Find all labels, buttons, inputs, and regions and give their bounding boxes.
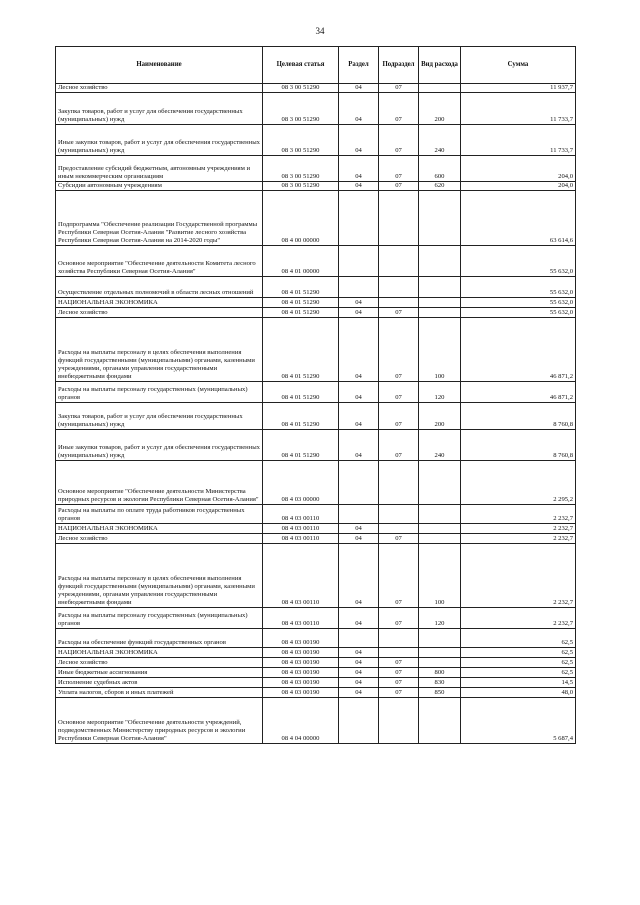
row-expense-type-cell <box>419 698 461 744</box>
table-row <box>56 84 576 93</box>
header-expense-type: Вид расхода <box>419 47 461 84</box>
table-row <box>56 403 576 430</box>
row-target-cell: 08 3 00 51290 <box>263 182 339 191</box>
header-name: Наименование <box>56 47 263 84</box>
row-section-cell: 04 <box>339 608 379 629</box>
row-name-cell: Расходы на выплаты персоналу государственных (муниципальных) органов <box>56 608 263 629</box>
row-sum-cell: 46 871,2 <box>461 318 576 382</box>
row-section-cell: 04 <box>339 298 379 308</box>
row-name-cell: Лесное хозяйство <box>56 308 263 318</box>
row-subsection-cell <box>379 629 419 648</box>
row-name-cell: Расходы на выплаты персоналу государственных (муниципальных) органов <box>56 382 263 403</box>
row-subsection-cell: 07 <box>379 156 419 182</box>
table-row <box>56 648 576 658</box>
row-subsection-cell: 07 <box>379 318 419 382</box>
row-name-cell: Основное мероприятие "Обеспечение деятельности учреждений, подведомственных Министерству природных ресурсов и экологии Республики Северная Осетия-Алания" <box>56 698 263 744</box>
row-name-cell: Расходы на выплаты по оплате труда работников государственных органов <box>56 505 263 524</box>
row-target-cell: 08 4 01 51290 <box>263 277 339 298</box>
row-subsection-cell: 07 <box>379 125 419 156</box>
table-row <box>56 534 576 544</box>
row-target-cell: 08 4 01 51290 <box>263 430 339 461</box>
row-subsection-cell: 07 <box>379 658 419 668</box>
table-row <box>56 156 576 182</box>
table-row <box>56 308 576 318</box>
row-subsection-cell <box>379 461 419 505</box>
row-section-cell: 04 <box>339 534 379 544</box>
row-target-cell: 08 4 03 00190 <box>263 658 339 668</box>
row-section-cell: 04 <box>339 93 379 125</box>
row-subsection-cell: 07 <box>379 84 419 93</box>
row-target-cell: 08 4 00 00000 <box>263 191 339 246</box>
row-sum-cell: 62,5 <box>461 658 576 668</box>
row-section-cell: 04 <box>339 403 379 430</box>
row-section-cell: 04 <box>339 308 379 318</box>
row-subsection-cell: 07 <box>379 308 419 318</box>
row-expense-type-cell <box>419 534 461 544</box>
header-subsection: Подраздел <box>379 47 419 84</box>
row-section-cell <box>339 246 379 277</box>
row-sum-cell: 48,0 <box>461 688 576 698</box>
row-sum-cell: 2 232,7 <box>461 608 576 629</box>
table-row <box>56 678 576 688</box>
row-expense-type-cell: 800 <box>419 668 461 678</box>
row-subsection-cell: 07 <box>379 534 419 544</box>
row-name-cell: Осуществление отдельных полномочий в области лесных отношений <box>56 277 263 298</box>
row-section-cell: 04 <box>339 430 379 461</box>
row-target-cell: 08 3 00 51290 <box>263 156 339 182</box>
row-expense-type-cell: 600 <box>419 156 461 182</box>
table-row <box>56 191 576 246</box>
row-section-cell <box>339 698 379 744</box>
row-expense-type-cell: 100 <box>419 318 461 382</box>
row-expense-type-cell <box>419 246 461 277</box>
row-subsection-cell: 07 <box>379 608 419 629</box>
row-expense-type-cell: 240 <box>419 430 461 461</box>
row-subsection-cell: 07 <box>379 382 419 403</box>
row-subsection-cell: 07 <box>379 430 419 461</box>
table-row <box>56 246 576 277</box>
row-target-cell: 08 4 03 00190 <box>263 678 339 688</box>
row-sum-cell: 55 632,0 <box>461 277 576 298</box>
row-section-cell: 04 <box>339 156 379 182</box>
row-sum-cell: 8 760,8 <box>461 430 576 461</box>
row-name-cell: НАЦИОНАЛЬНАЯ ЭКОНОМИКА <box>56 298 263 308</box>
row-name-cell: НАЦИОНАЛЬНАЯ ЭКОНОМИКА <box>56 648 263 658</box>
row-expense-type-cell <box>419 658 461 668</box>
row-name-cell: Лесное хозяйство <box>56 84 263 93</box>
row-sum-cell: 11 733,7 <box>461 93 576 125</box>
row-subsection-cell: 07 <box>379 93 419 125</box>
row-sum-cell: 2 232,7 <box>461 534 576 544</box>
table-row <box>56 629 576 648</box>
row-sum-cell: 2 232,7 <box>461 544 576 608</box>
table-row <box>56 505 576 524</box>
row-section-cell: 04 <box>339 318 379 382</box>
row-subsection-cell <box>379 246 419 277</box>
row-target-cell: 08 3 00 51290 <box>263 125 339 156</box>
row-sum-cell: 55 632,0 <box>461 308 576 318</box>
row-target-cell: 08 4 01 51290 <box>263 403 339 430</box>
row-subsection-cell <box>379 648 419 658</box>
row-subsection-cell: 07 <box>379 182 419 191</box>
row-target-cell: 08 3 00 51290 <box>263 84 339 93</box>
row-subsection-cell <box>379 191 419 246</box>
row-name-cell: Предоставление субсидий бюджетным, автономным учреждениям и иным некоммерческим организациям <box>56 156 263 182</box>
row-expense-type-cell: 120 <box>419 608 461 629</box>
row-target-cell: 08 4 03 00110 <box>263 505 339 524</box>
row-target-cell: 08 4 01 00000 <box>263 246 339 277</box>
row-target-cell: 08 4 03 00110 <box>263 608 339 629</box>
row-name-cell: Исполнение судебных актов <box>56 678 263 688</box>
row-expense-type-cell <box>419 524 461 534</box>
row-target-cell: 08 4 03 00190 <box>263 668 339 678</box>
row-target-cell: 08 4 03 00190 <box>263 648 339 658</box>
row-name-cell: Расходы на обеспечение функций государственных органов <box>56 629 263 648</box>
table-row <box>56 688 576 698</box>
row-subsection-cell: 07 <box>379 678 419 688</box>
row-name-cell: Основное мероприятие "Обеспечение деятельности Министерства природных ресурсов и экологии Республики Северная Осетия-Алания" <box>56 461 263 505</box>
row-sum-cell: 204,0 <box>461 156 576 182</box>
table-row <box>56 318 576 382</box>
row-section-cell <box>339 629 379 648</box>
row-section-cell <box>339 505 379 524</box>
row-expense-type-cell <box>419 461 461 505</box>
row-expense-type-cell: 830 <box>419 678 461 688</box>
row-expense-type-cell <box>419 505 461 524</box>
row-subsection-cell <box>379 524 419 534</box>
header-section: Раздел <box>339 47 379 84</box>
table-row <box>56 125 576 156</box>
row-name-cell: Расходы на выплаты персоналу в целях обеспечения выполнения функций государственными (муниципальными) органами, казенными учреждениями, органами управления государственными внебюджетными фондами <box>56 544 263 608</box>
row-sum-cell: 2 232,7 <box>461 524 576 534</box>
row-section-cell: 04 <box>339 678 379 688</box>
table-row <box>56 544 576 608</box>
row-sum-cell: 62,5 <box>461 648 576 658</box>
row-name-cell: Иные закупки товаров, работ и услуг для обеспечения государственных (муниципальных) нужд <box>56 430 263 461</box>
row-section-cell: 04 <box>339 84 379 93</box>
row-target-cell: 08 4 01 51290 <box>263 382 339 403</box>
row-name-cell: Закупка товаров, работ и услуг для обеспечения государственных (муниципальных) нужд <box>56 403 263 430</box>
row-expense-type-cell <box>419 298 461 308</box>
row-sum-cell: 2 232,7 <box>461 505 576 524</box>
row-target-cell: 08 4 03 00110 <box>263 534 339 544</box>
row-section-cell <box>339 277 379 298</box>
row-target-cell: 08 4 01 51290 <box>263 308 339 318</box>
row-sum-cell: 62,5 <box>461 629 576 648</box>
row-section-cell: 04 <box>339 544 379 608</box>
row-name-cell: Подпрограмма "Обеспечение реализации Государственной программы Республики Северная Осетия-Алания "Развитие лесного хозяйства Республики Северная Осетия-Алания на 2014-2020 годы" <box>56 191 263 246</box>
row-name-cell: Закупка товаров, работ и услуг для обеспечения государственных (муниципальных) нужд <box>56 93 263 125</box>
row-section-cell: 04 <box>339 688 379 698</box>
row-sum-cell: 11 733,7 <box>461 125 576 156</box>
row-sum-cell: 204,0 <box>461 182 576 191</box>
table-row <box>56 698 576 744</box>
row-target-cell: 08 4 03 00190 <box>263 629 339 648</box>
row-target-cell: 08 4 03 00000 <box>263 461 339 505</box>
row-expense-type-cell: 200 <box>419 93 461 125</box>
row-subsection-cell <box>379 698 419 744</box>
row-target-cell: 08 3 00 51290 <box>263 93 339 125</box>
row-sum-cell: 63 614,6 <box>461 191 576 246</box>
row-section-cell <box>339 461 379 505</box>
row-subsection-cell <box>379 298 419 308</box>
row-name-cell: Расходы на выплаты персоналу в целях обеспечения выполнения функций государственными (муниципальными) органами, казенными учреждениями, органами управления государственными внебюджетными фондами <box>56 318 263 382</box>
row-expense-type-cell: 120 <box>419 382 461 403</box>
row-section-cell: 04 <box>339 382 379 403</box>
table-row <box>56 93 576 125</box>
row-section-cell: 04 <box>339 668 379 678</box>
table-row <box>56 461 576 505</box>
table-row <box>56 524 576 534</box>
table-header-row <box>56 47 576 84</box>
row-expense-type-cell: 200 <box>419 403 461 430</box>
row-section-cell: 04 <box>339 524 379 534</box>
row-expense-type-cell: 240 <box>419 125 461 156</box>
row-sum-cell: 14,5 <box>461 678 576 688</box>
row-name-cell: НАЦИОНАЛЬНАЯ ЭКОНОМИКА <box>56 524 263 534</box>
row-subsection-cell: 07 <box>379 688 419 698</box>
table-row <box>56 608 576 629</box>
row-sum-cell: 55 632,0 <box>461 246 576 277</box>
table-row <box>56 382 576 403</box>
row-target-cell: 08 4 01 51290 <box>263 318 339 382</box>
row-target-cell: 08 4 03 00190 <box>263 688 339 698</box>
row-section-cell: 04 <box>339 648 379 658</box>
row-expense-type-cell: 850 <box>419 688 461 698</box>
row-name-cell: Уплата налогов, сборов и иных платежей <box>56 688 263 698</box>
row-subsection-cell <box>379 505 419 524</box>
row-target-cell: 08 4 03 00110 <box>263 524 339 534</box>
row-expense-type-cell <box>419 277 461 298</box>
row-name-cell: Лесное хозяйство <box>56 658 263 668</box>
page-number: 34 <box>315 26 325 36</box>
row-section-cell: 04 <box>339 658 379 668</box>
row-expense-type-cell <box>419 84 461 93</box>
row-target-cell: 08 4 01 51290 <box>263 298 339 308</box>
row-section-cell: 04 <box>339 182 379 191</box>
table-row <box>56 298 576 308</box>
row-name-cell: Иные закупки товаров, работ и услуг для обеспечения государственных (муниципальных) нужд <box>56 125 263 156</box>
table-row <box>56 430 576 461</box>
row-subsection-cell: 07 <box>379 668 419 678</box>
table-row <box>56 182 576 191</box>
row-name-cell: Иные бюджетные ассигнования <box>56 668 263 678</box>
row-target-cell: 08 4 03 00110 <box>263 544 339 608</box>
row-expense-type-cell: 100 <box>419 544 461 608</box>
row-expense-type-cell <box>419 308 461 318</box>
row-sum-cell: 5 687,4 <box>461 698 576 744</box>
row-target-cell: 08 4 04 00000 <box>263 698 339 744</box>
row-subsection-cell: 07 <box>379 544 419 608</box>
row-sum-cell: 8 760,8 <box>461 403 576 430</box>
row-name-cell: Лесное хозяйство <box>56 534 263 544</box>
header-target: Целевая статья <box>263 47 339 84</box>
row-section-cell: 04 <box>339 125 379 156</box>
table-row <box>56 658 576 668</box>
row-sum-cell: 62,5 <box>461 668 576 678</box>
row-sum-cell: 55 632,0 <box>461 298 576 308</box>
header-sum: Сумма <box>461 47 576 84</box>
table-row <box>56 277 576 298</box>
table-row <box>56 668 576 678</box>
row-expense-type-cell <box>419 648 461 658</box>
row-sum-cell: 2 295,2 <box>461 461 576 505</box>
table-body <box>56 84 576 744</box>
row-subsection-cell <box>379 277 419 298</box>
budget-table <box>55 46 576 744</box>
row-expense-type-cell <box>419 629 461 648</box>
row-name-cell: Основное мероприятие "Обеспечение деятельности Комитета лесного хозяйства Республики Северная Осетия-Алания" <box>56 246 263 277</box>
row-sum-cell: 46 871,2 <box>461 382 576 403</box>
row-section-cell <box>339 191 379 246</box>
row-expense-type-cell <box>419 191 461 246</box>
row-subsection-cell: 07 <box>379 403 419 430</box>
row-expense-type-cell: 620 <box>419 182 461 191</box>
row-sum-cell: 11 937,7 <box>461 84 576 93</box>
row-name-cell: Субсидии автономным учреждениям <box>56 182 263 191</box>
